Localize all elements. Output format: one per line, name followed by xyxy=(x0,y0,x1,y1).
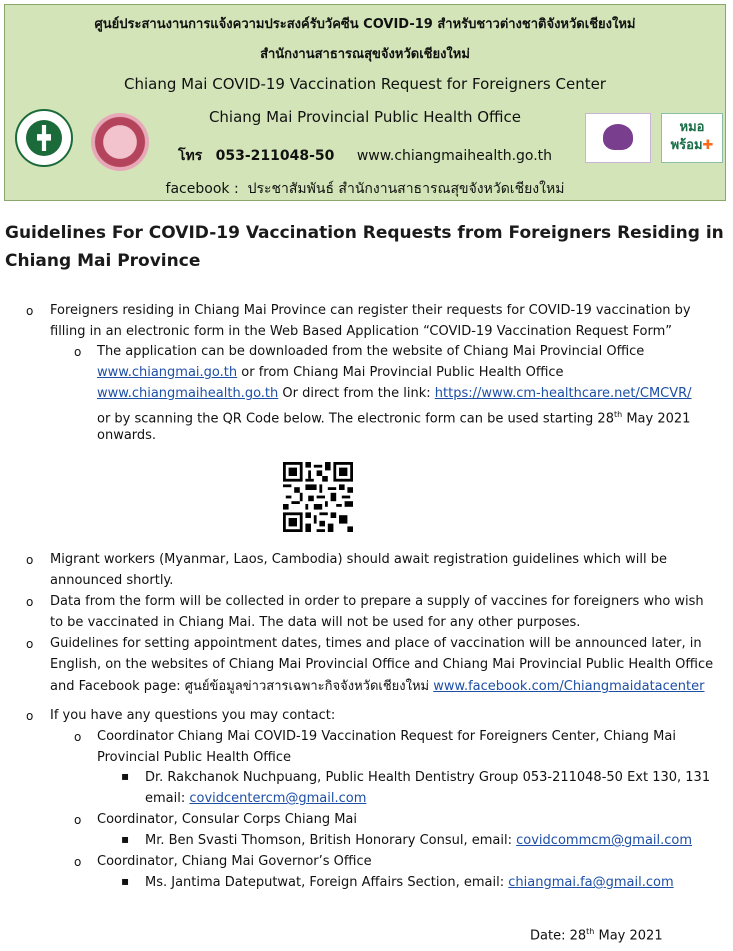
bullet-circle: o xyxy=(26,709,34,723)
elephant-logo xyxy=(585,113,651,163)
header-thai-office-name: สำนักงานสาธารณสุขจังหวัดเชียงใหม่ xyxy=(260,47,470,62)
header-facebook-line xyxy=(5,178,725,200)
s1-sub1: The application can be downloaded from the website of Chiang Mai Provincial Office xyxy=(97,344,645,359)
qr-code[interactable] xyxy=(283,462,353,532)
provincial-seal-logo xyxy=(91,113,149,171)
s1-line2: filling in an electronic form in the Web Based Application “COVID-19 Vaccination Request Form” xyxy=(50,324,673,339)
email-covidcentercm[interactable]: covidcentercm@gmail.com xyxy=(189,791,367,806)
document-date: Date: 28th May 2021 xyxy=(530,927,663,944)
bullet-circle: o xyxy=(26,637,34,651)
link-cm-healthcare[interactable]: https://www.cm-healthcare.net/CMCVR/ xyxy=(434,386,692,401)
s5-c1-line2: Provincial Public Health Office xyxy=(97,750,292,765)
bullet-square: ▪ xyxy=(121,874,130,888)
s5-c2: Coordinator, Consular Corps Chiang Mai xyxy=(97,812,358,827)
bullet-circle: o xyxy=(26,304,34,318)
s5-c1-email-line: email: covidcentercm@gmail.com xyxy=(145,791,367,806)
s5-intro: If you have any questions you may contact: xyxy=(50,708,336,723)
facebook-value: ประชาสัมพันธ์ สำนักงานสาธารณสุขจังหวัดเชียงใหม่ xyxy=(247,181,565,197)
s4-line1: Guidelines for setting appointment dates, times and place of vaccination will be announced later, in xyxy=(50,636,702,651)
bullet-circle: o xyxy=(74,730,82,744)
bullet-circle: o xyxy=(26,595,34,609)
s5-c1-person: Dr. Rakchanok Nuchpuang, Public Health Dentistry Group 053-211048-50 Ext 130, 131 xyxy=(145,770,711,785)
facebook-label: facebook : xyxy=(165,181,239,197)
s3-line2: to be vaccinated in Chiang Mai. The data will not be used for any other purposes. xyxy=(50,615,581,630)
header-office-name: Chiang Mai Provincial Public Health Office xyxy=(208,108,522,126)
bullet-square: ▪ xyxy=(121,769,130,783)
s4-line3: and Facebook page: ศูนย์ข้อมูลข่าวสารเฉพาะกิจจังหวัดเชียงใหม่ www.facebook.com/Chiangmaidatacenter xyxy=(50,679,705,694)
s5-c3: Coordinator, Chiang Mai Governor’s Office xyxy=(97,854,372,869)
bullet-circle: o xyxy=(74,345,82,359)
s2-line1: Migrant workers (Myanmar, Laos, Cambodia) should await registration guidelines which will be xyxy=(50,552,667,567)
link-chiangmaihealth[interactable]: www.chiangmaihealth.go.th xyxy=(97,386,279,401)
tel-number: 053-211048-50 xyxy=(215,148,335,164)
s1-sub5: onwards. xyxy=(97,428,157,443)
mor-prom-logo: หมอ พร้อม✚ xyxy=(661,113,723,163)
ministry-of-public-health-logo xyxy=(15,109,73,167)
link-chiangmai-go-th[interactable]: www.chiangmai.go.th xyxy=(97,365,238,380)
header-banner xyxy=(4,4,726,201)
header-center-name: Chiang Mai COVID-19 Vaccination Request for Foreigners Center xyxy=(124,75,606,93)
email-covidcommcm[interactable]: covidcommcm@gmail.com xyxy=(516,833,693,848)
document-title: Guidelines For COVID-19 Vaccination Requests from Foreigners Residing in Chiang Mai Province xyxy=(5,223,724,271)
s1-sub3-line: www.chiangmaihealth.go.th Or direct from the link: https://www.cm-healthcare.net/CMCVR/ xyxy=(97,386,692,401)
bullet-circle: o xyxy=(74,813,82,827)
bullet-square: ▪ xyxy=(121,832,130,846)
tel-label: โทร xyxy=(177,148,203,164)
link-facebook-datacenter[interactable]: www.facebook.com/Chiangmaidatacenter xyxy=(433,679,705,694)
email-chiangmai-fa[interactable]: chiangmai.fa@gmail.com xyxy=(508,875,674,890)
s2-line2: announced shortly. xyxy=(50,573,174,588)
s5-c2-person-line: Mr. Ben Svasti Thomson, British Honorary Consul, email: covidcommcm@gmail.com xyxy=(145,833,693,848)
s3-line1: Data from the form will be collected in order to prepare a supply of vaccines for foreigners who wish xyxy=(50,594,704,609)
s5-c3-person-line: Ms. Jantima Dateputwat, Foreign Affairs Section, email: chiangmai.fa@gmail.com xyxy=(145,875,674,890)
s1-sub4-line: or by scanning the QR Code below. The electronic form can be used starting 28th May 2021 xyxy=(97,410,691,427)
s5-c1-line1: Coordinator Chiang Mai COVID-19 Vaccination Request for Foreigners Center, Chiang Mai xyxy=(97,729,676,744)
bullet-circle: o xyxy=(26,553,34,567)
s4-line2: English, on the websites of Chiang Mai Provincial Office and Chiang Mai Provincial Public Health Office xyxy=(50,657,714,672)
bullet-circle: o xyxy=(74,855,82,869)
header-thai-center-name: ศูนย์ประสานงานการแจ้งความประสงค์รับวัคซีน COVID-19 สำหรับชาวต่างชาติจังหวัดเชียงใหม่ xyxy=(94,17,636,32)
s1-sub2-line: www.chiangmai.go.th or from Chiang Mai Provincial Public Health Office xyxy=(97,365,564,380)
header-website[interactable]: www.chiangmaihealth.go.th xyxy=(356,148,553,164)
s1-line1: Foreigners residing in Chiang Mai Province can register their requests for COVID-19 vaccination by xyxy=(50,303,691,318)
